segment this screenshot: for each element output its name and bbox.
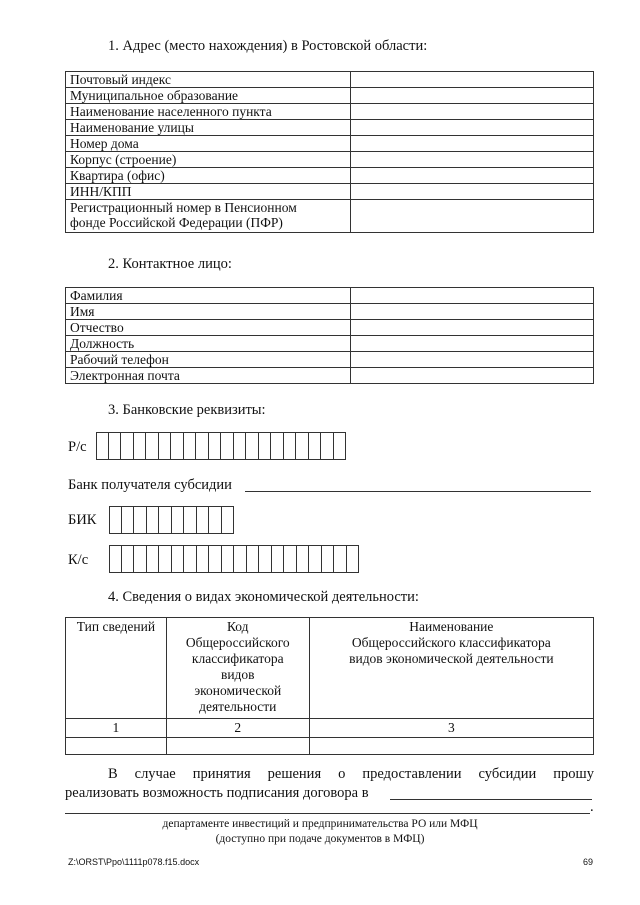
- digit-box[interactable]: [234, 545, 247, 573]
- table-row: [66, 88, 594, 104]
- digit-box[interactable]: [171, 432, 184, 460]
- table-row: [66, 200, 594, 233]
- surname-field[interactable]: [350, 288, 593, 304]
- digit-box[interactable]: [296, 432, 309, 460]
- name-label: Имя: [66, 304, 351, 320]
- digit-box[interactable]: [334, 545, 347, 573]
- closing-line2: реализовать возможность подписания договора в: [65, 785, 369, 801]
- digit-box[interactable]: [284, 545, 297, 573]
- street-field[interactable]: [350, 120, 593, 136]
- digit-box[interactable]: [197, 545, 210, 573]
- digit-box[interactable]: [222, 506, 235, 534]
- bik-input[interactable]: [109, 506, 234, 534]
- digit-box[interactable]: [159, 545, 172, 573]
- digit-box[interactable]: [284, 432, 297, 460]
- section4-heading: 4. Сведения о видах экономической деятельности:: [108, 589, 419, 605]
- page-number: 69: [583, 857, 594, 867]
- digit-box[interactable]: [146, 432, 159, 460]
- digit-box[interactable]: [159, 506, 172, 534]
- street-label: Наименование улицы: [66, 120, 351, 136]
- closing-word: субсидии: [478, 766, 537, 782]
- digit-box[interactable]: [122, 506, 135, 534]
- contract-place-input-continued[interactable]: [65, 813, 590, 814]
- work-phone-field[interactable]: [350, 352, 593, 368]
- bank-label: Банк получателя субсидии: [68, 477, 232, 493]
- digit-box[interactable]: [147, 545, 160, 573]
- table-header-row: [66, 618, 594, 719]
- col-number-2: 2: [166, 719, 309, 738]
- rs-label: Р/с: [68, 439, 87, 455]
- digit-box[interactable]: [322, 545, 335, 573]
- col-name-line: Общероссийского классификатора: [351, 635, 551, 650]
- patronymic-field[interactable]: [350, 320, 593, 336]
- closing-word: предоставлении: [362, 766, 462, 782]
- col-code-line: экономической: [194, 683, 282, 698]
- digit-box[interactable]: [184, 432, 197, 460]
- position-label: Должность: [66, 336, 351, 352]
- table-row: [66, 72, 594, 88]
- closing-word: случае: [134, 766, 176, 782]
- col-type-header: Тип сведений: [66, 618, 167, 719]
- activity-name-cell[interactable]: [309, 738, 593, 755]
- table-row: [66, 104, 594, 120]
- digit-box[interactable]: [172, 545, 185, 573]
- col-name-line: видов экономической деятельности: [349, 651, 554, 666]
- table-row: [66, 336, 594, 352]
- inn-kpp-label: ИНН/КПП: [66, 184, 351, 200]
- digit-box[interactable]: [134, 432, 147, 460]
- digit-box[interactable]: [321, 432, 334, 460]
- closing-word: решения: [267, 766, 322, 782]
- table-row: [66, 168, 594, 184]
- pfr-number-label: [66, 200, 351, 233]
- digit-box[interactable]: [247, 545, 260, 573]
- municipality-label: Муниципальное образование: [66, 88, 351, 104]
- digit-box[interactable]: [234, 432, 247, 460]
- activity-code-cell[interactable]: [166, 738, 309, 755]
- digit-box[interactable]: [134, 506, 147, 534]
- postal-code-label: Почтовый индекс: [66, 72, 351, 88]
- digit-box[interactable]: [222, 545, 235, 573]
- col-code-line: деятельности: [199, 699, 277, 714]
- municipality-field[interactable]: [350, 88, 593, 104]
- building-label: Корпус (строение): [66, 152, 351, 168]
- pfr-number-field[interactable]: [350, 200, 593, 233]
- digit-box[interactable]: [309, 545, 322, 573]
- position-field[interactable]: [350, 336, 593, 352]
- email-label: Электронная почта: [66, 368, 351, 384]
- name-field[interactable]: [350, 304, 593, 320]
- digit-box[interactable]: [109, 545, 122, 573]
- col-name-line: Наименование: [409, 619, 494, 634]
- col-code-header: [166, 618, 309, 719]
- col-code-line: Общероссийского: [185, 635, 290, 650]
- digit-box[interactable]: [209, 545, 222, 573]
- work-phone-label: Рабочий телефон: [66, 352, 351, 368]
- activity-table: [65, 617, 594, 755]
- house-field[interactable]: [350, 136, 593, 152]
- digit-box[interactable]: [197, 506, 210, 534]
- closing-word: о: [338, 766, 346, 782]
- footer-file-path: Z:\ORST\Ppo\1111p078.f15.docx: [68, 857, 200, 867]
- postal-code-field[interactable]: [350, 72, 593, 88]
- ks-account-input[interactable]: [109, 545, 359, 573]
- col-code-line: классификатора: [191, 651, 284, 666]
- settlement-field[interactable]: [350, 104, 593, 120]
- address-table: [65, 71, 594, 233]
- digit-box[interactable]: [96, 432, 109, 460]
- digit-box[interactable]: [147, 506, 160, 534]
- digit-box[interactable]: [272, 545, 285, 573]
- settlement-label: Наименование населенного пункта: [66, 104, 351, 120]
- col-code-line: видов: [220, 667, 255, 682]
- contract-place-input[interactable]: [390, 799, 592, 800]
- patronymic-label: Отчество: [66, 320, 351, 336]
- rs-account-input[interactable]: [96, 432, 346, 460]
- apartment-label: Квартира (офис): [66, 168, 351, 184]
- col-code-line: Код: [226, 619, 249, 634]
- digit-box[interactable]: [109, 506, 122, 534]
- section3-heading: 3. Банковские реквизиты:: [108, 402, 266, 418]
- digit-box[interactable]: [196, 432, 209, 460]
- digit-box[interactable]: [134, 545, 147, 573]
- table-row: [66, 120, 594, 136]
- ks-label: К/с: [68, 552, 89, 568]
- closing-word: принятия: [192, 766, 251, 782]
- table-row: [66, 738, 594, 755]
- digit-box[interactable]: [347, 545, 360, 573]
- email-field[interactable]: [350, 368, 593, 384]
- col-number-3: 3: [309, 719, 593, 738]
- col-number-1: 1: [66, 719, 167, 738]
- closing-word: В: [108, 766, 118, 782]
- table-row: [66, 352, 594, 368]
- digit-box[interactable]: [259, 545, 272, 573]
- digit-box[interactable]: [159, 432, 172, 460]
- table-row: [66, 136, 594, 152]
- closing-word: прошу: [553, 766, 594, 782]
- house-label: Номер дома: [66, 136, 351, 152]
- col-name-header: [309, 618, 593, 719]
- apartment-field[interactable]: [350, 168, 593, 184]
- bik-label: БИК: [68, 512, 97, 528]
- digit-box[interactable]: [109, 432, 122, 460]
- table-row: [66, 320, 594, 336]
- closing-line1: [108, 766, 594, 783]
- contact-table: [65, 287, 594, 384]
- table-numbering-row: [66, 719, 594, 738]
- digit-box[interactable]: [184, 545, 197, 573]
- digit-box[interactable]: [122, 545, 135, 573]
- table-row: [66, 152, 594, 168]
- surname-label: Фамилия: [66, 288, 351, 304]
- bank-name-input[interactable]: [245, 491, 591, 492]
- pfr-label-line1: Регистрационный номер в Пенсионном: [70, 200, 297, 215]
- digit-box[interactable]: [209, 432, 222, 460]
- building-field[interactable]: [350, 152, 593, 168]
- digit-box[interactable]: [271, 432, 284, 460]
- table-row: [66, 368, 594, 384]
- section2-heading: 2. Контактное лицо:: [108, 256, 232, 272]
- table-row: [66, 304, 594, 320]
- digit-box[interactable]: [297, 545, 310, 573]
- digit-box[interactable]: [334, 432, 347, 460]
- digit-box[interactable]: [172, 506, 185, 534]
- digit-box[interactable]: [246, 432, 259, 460]
- hint-line1: департаменте инвестиций и предпринимательства РО или МФЦ: [162, 818, 478, 830]
- activity-type-cell[interactable]: [66, 738, 167, 755]
- section1-heading: 1. Адрес (место нахождения) в Ростовской области:: [108, 38, 428, 54]
- hint-line2: (доступно при подаче документов в МФЦ): [215, 833, 425, 845]
- digit-box[interactable]: [121, 432, 134, 460]
- digit-box[interactable]: [209, 506, 222, 534]
- table-row: [66, 184, 594, 200]
- digit-box[interactable]: [184, 506, 197, 534]
- digit-box[interactable]: [259, 432, 272, 460]
- closing-dot: .: [590, 799, 594, 815]
- table-row: [66, 288, 594, 304]
- digit-box[interactable]: [221, 432, 234, 460]
- digit-box[interactable]: [309, 432, 322, 460]
- pfr-label-line2: фонде Российской Федерации (ПФР): [70, 215, 283, 230]
- inn-kpp-field[interactable]: [350, 184, 593, 200]
